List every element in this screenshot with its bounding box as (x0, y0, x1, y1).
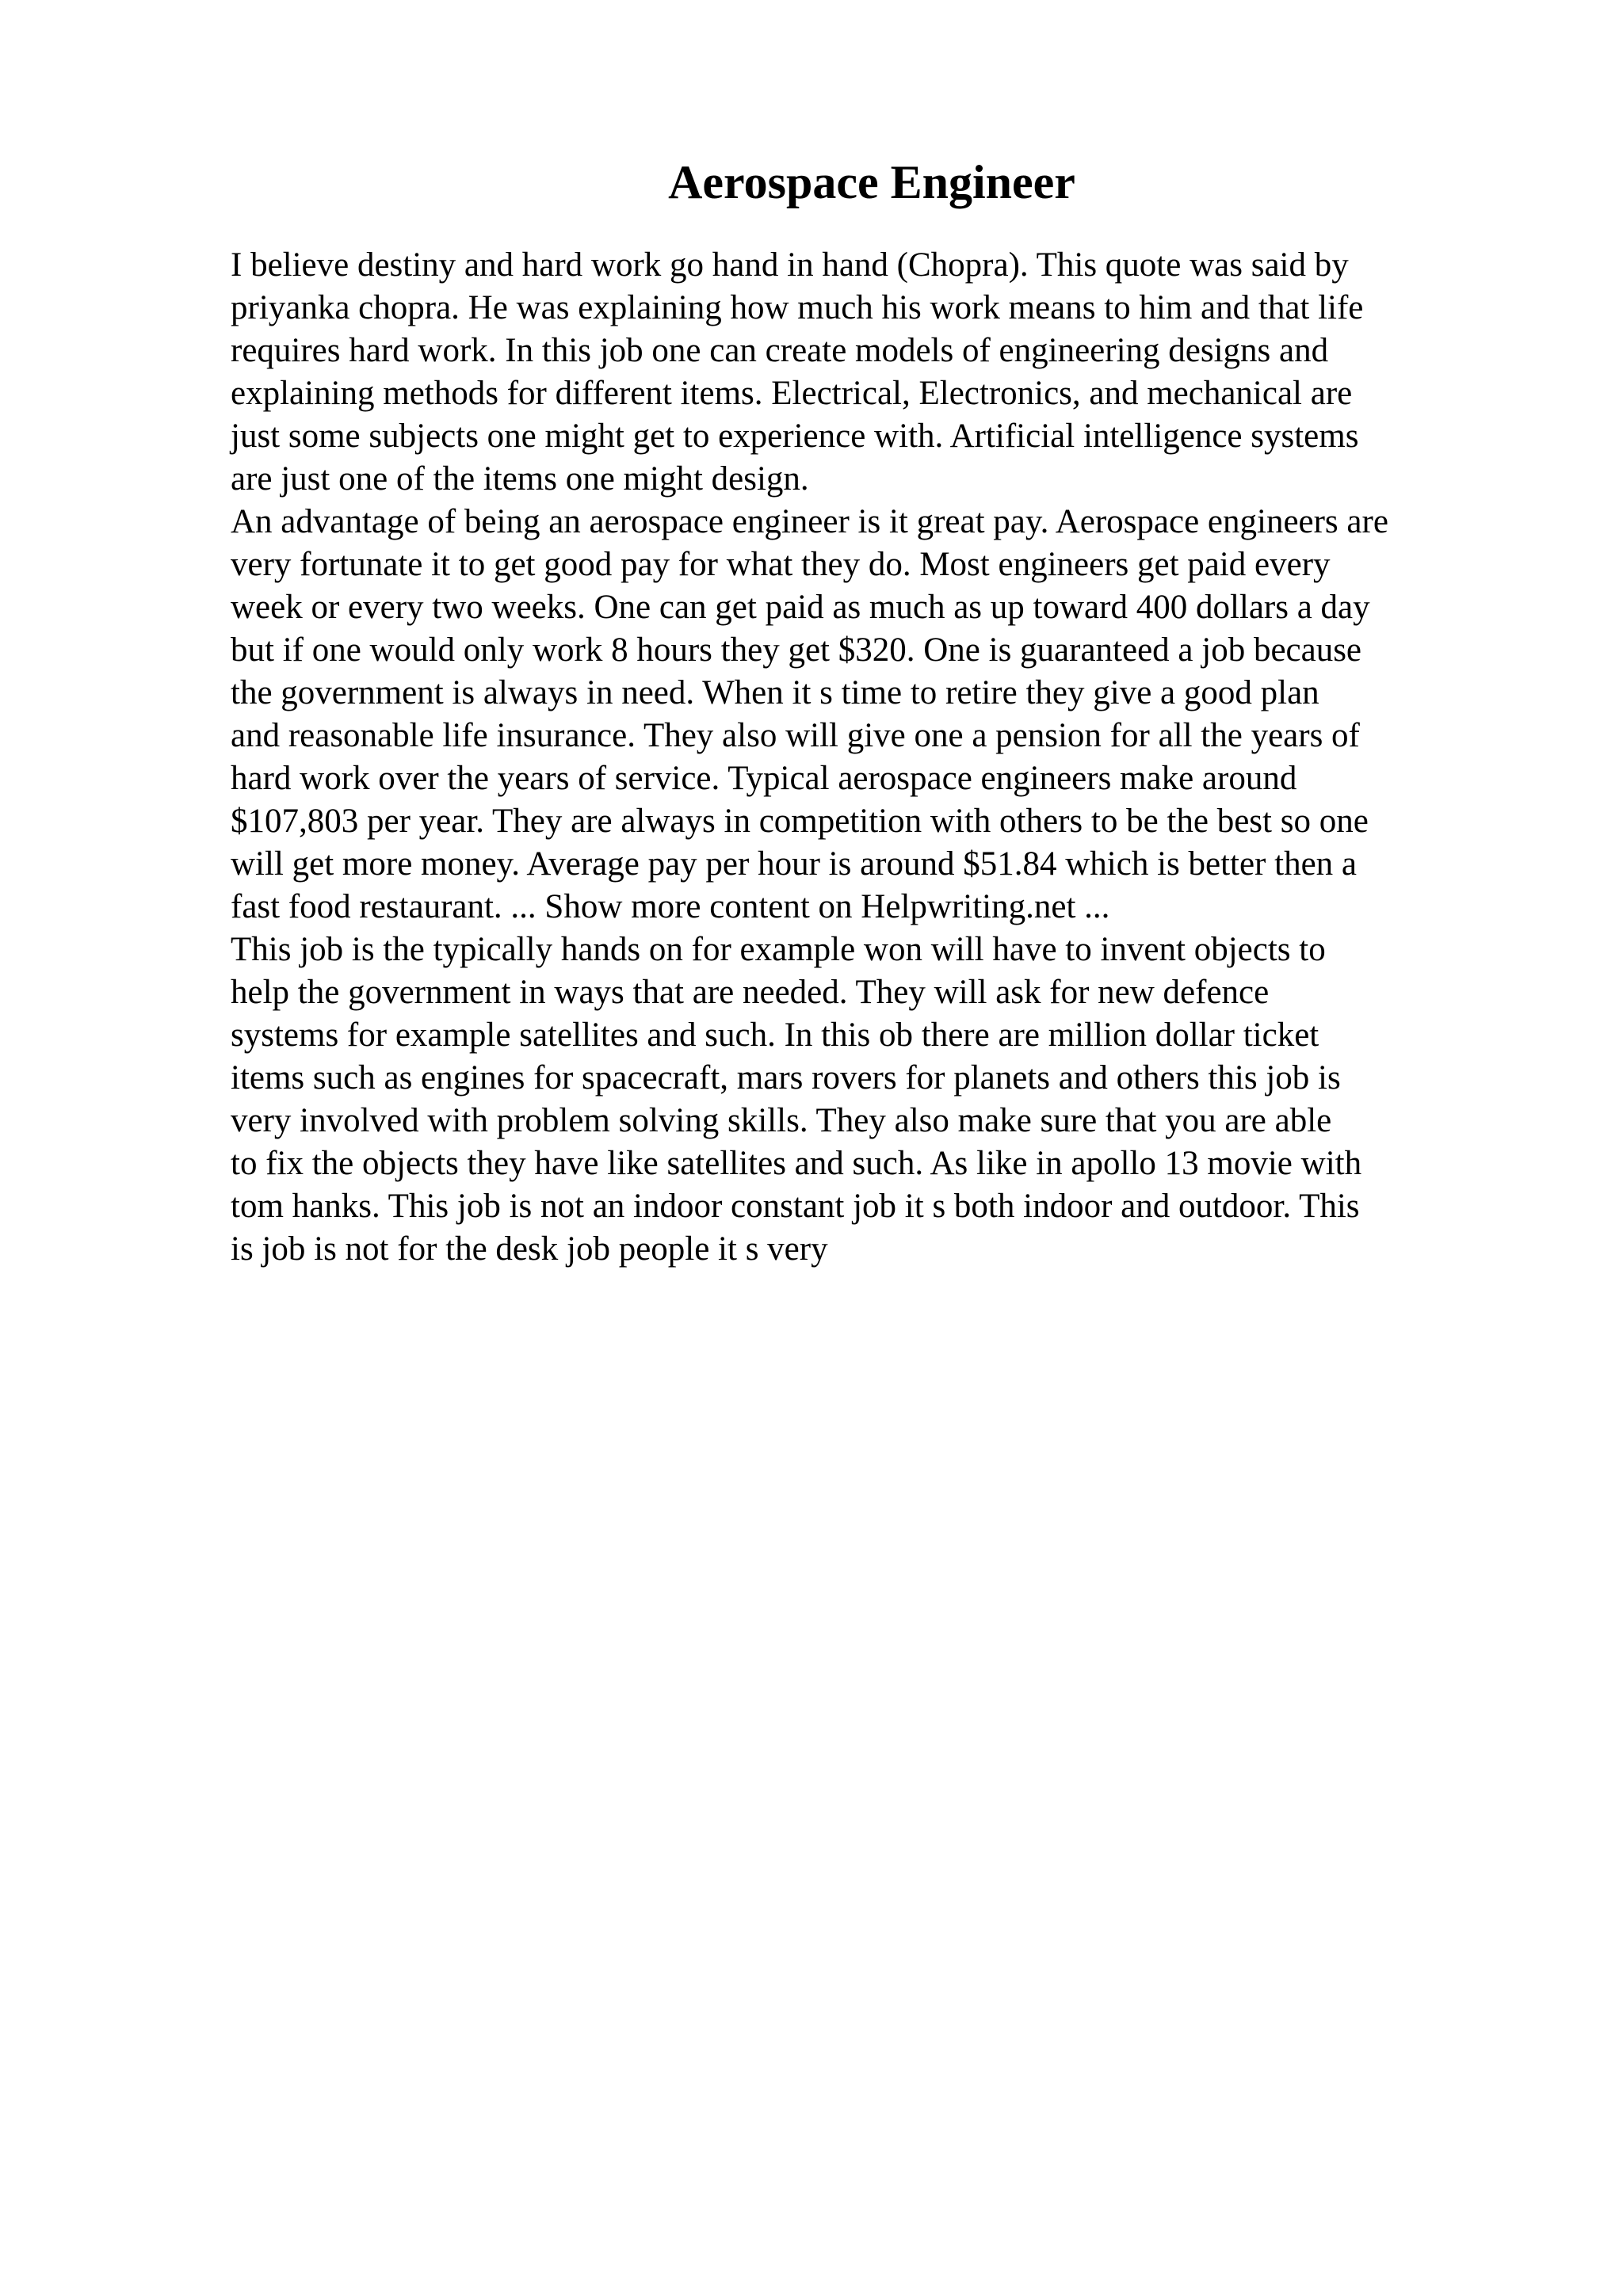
body-line: will get more money. Average pay per hour is around $51.84 which is better then a (231, 845, 1357, 883)
body-line: An advantage of being an aerospace engineer is it great pay. Aerospace engineers are (231, 503, 1388, 540)
body-line: is job is not for the desk job people it s very (231, 1230, 828, 1268)
body-line: I believe destiny and hard work go hand in hand (Chopra). This quote was said by (231, 246, 1349, 284)
body-line: systems for example satellites and such. In this ob there are million dollar ticket (231, 1016, 1319, 1054)
body-line: just some subjects one might get to experience with. Artificial intelligence systems (231, 418, 1359, 455)
body-line: explaining methods for different items. Electrical, Electronics, and mechanical are (231, 375, 1353, 412)
body-line: hard work over the years of service. Typical aerospace engineers make around (231, 760, 1297, 797)
body-line: but if one would only work 8 hours they get $320. One is guaranteed a job because (231, 631, 1362, 669)
body-line: priyanka chopra. He was explaining how much his work means to him and that life (231, 289, 1364, 326)
document-title: Aerospace Engineer (668, 156, 1075, 208)
body-line: help the government in ways that are needed. They will ask for new defence (231, 974, 1270, 1011)
body-line: requires hard work. In this job one can create models of engineering designs and (231, 332, 1329, 369)
body-line: fast food restaurant. ... Show more content on Helpwriting.net ... (231, 888, 1110, 925)
body-line: very involved with problem solving skills. They also make sure that you are able (231, 1102, 1332, 1139)
body-line: $107,803 per year. They are always in competition with others to be the best so one (231, 803, 1369, 840)
body-line: This job is the typically hands on for example won will have to invent objects to (231, 931, 1326, 968)
body-line: to fix the objects they have like satellites and such. As like in apollo 13 movie with (231, 1145, 1362, 1182)
body-line: the government is always in need. When it s time to retire they give a good plan (231, 674, 1319, 711)
document-body (231, 244, 1610, 1271)
body-line: week or every two weeks. One can get paid as much as up toward 400 dollars a day (231, 589, 1370, 626)
body-line: tom hanks. This job is not an indoor constant job it s both indoor and outdoor. This (231, 1188, 1360, 1225)
body-line: items such as engines for spacecraft, mars rovers for planets and others this job is (231, 1059, 1341, 1097)
body-line: and reasonable life insurance. They also will give one a pension for all the years of (231, 717, 1360, 754)
body-line: very fortunate it to get good pay for what they do. Most engineers get paid every (231, 546, 1331, 583)
body-line: are just one of the items one might design. (231, 460, 809, 498)
